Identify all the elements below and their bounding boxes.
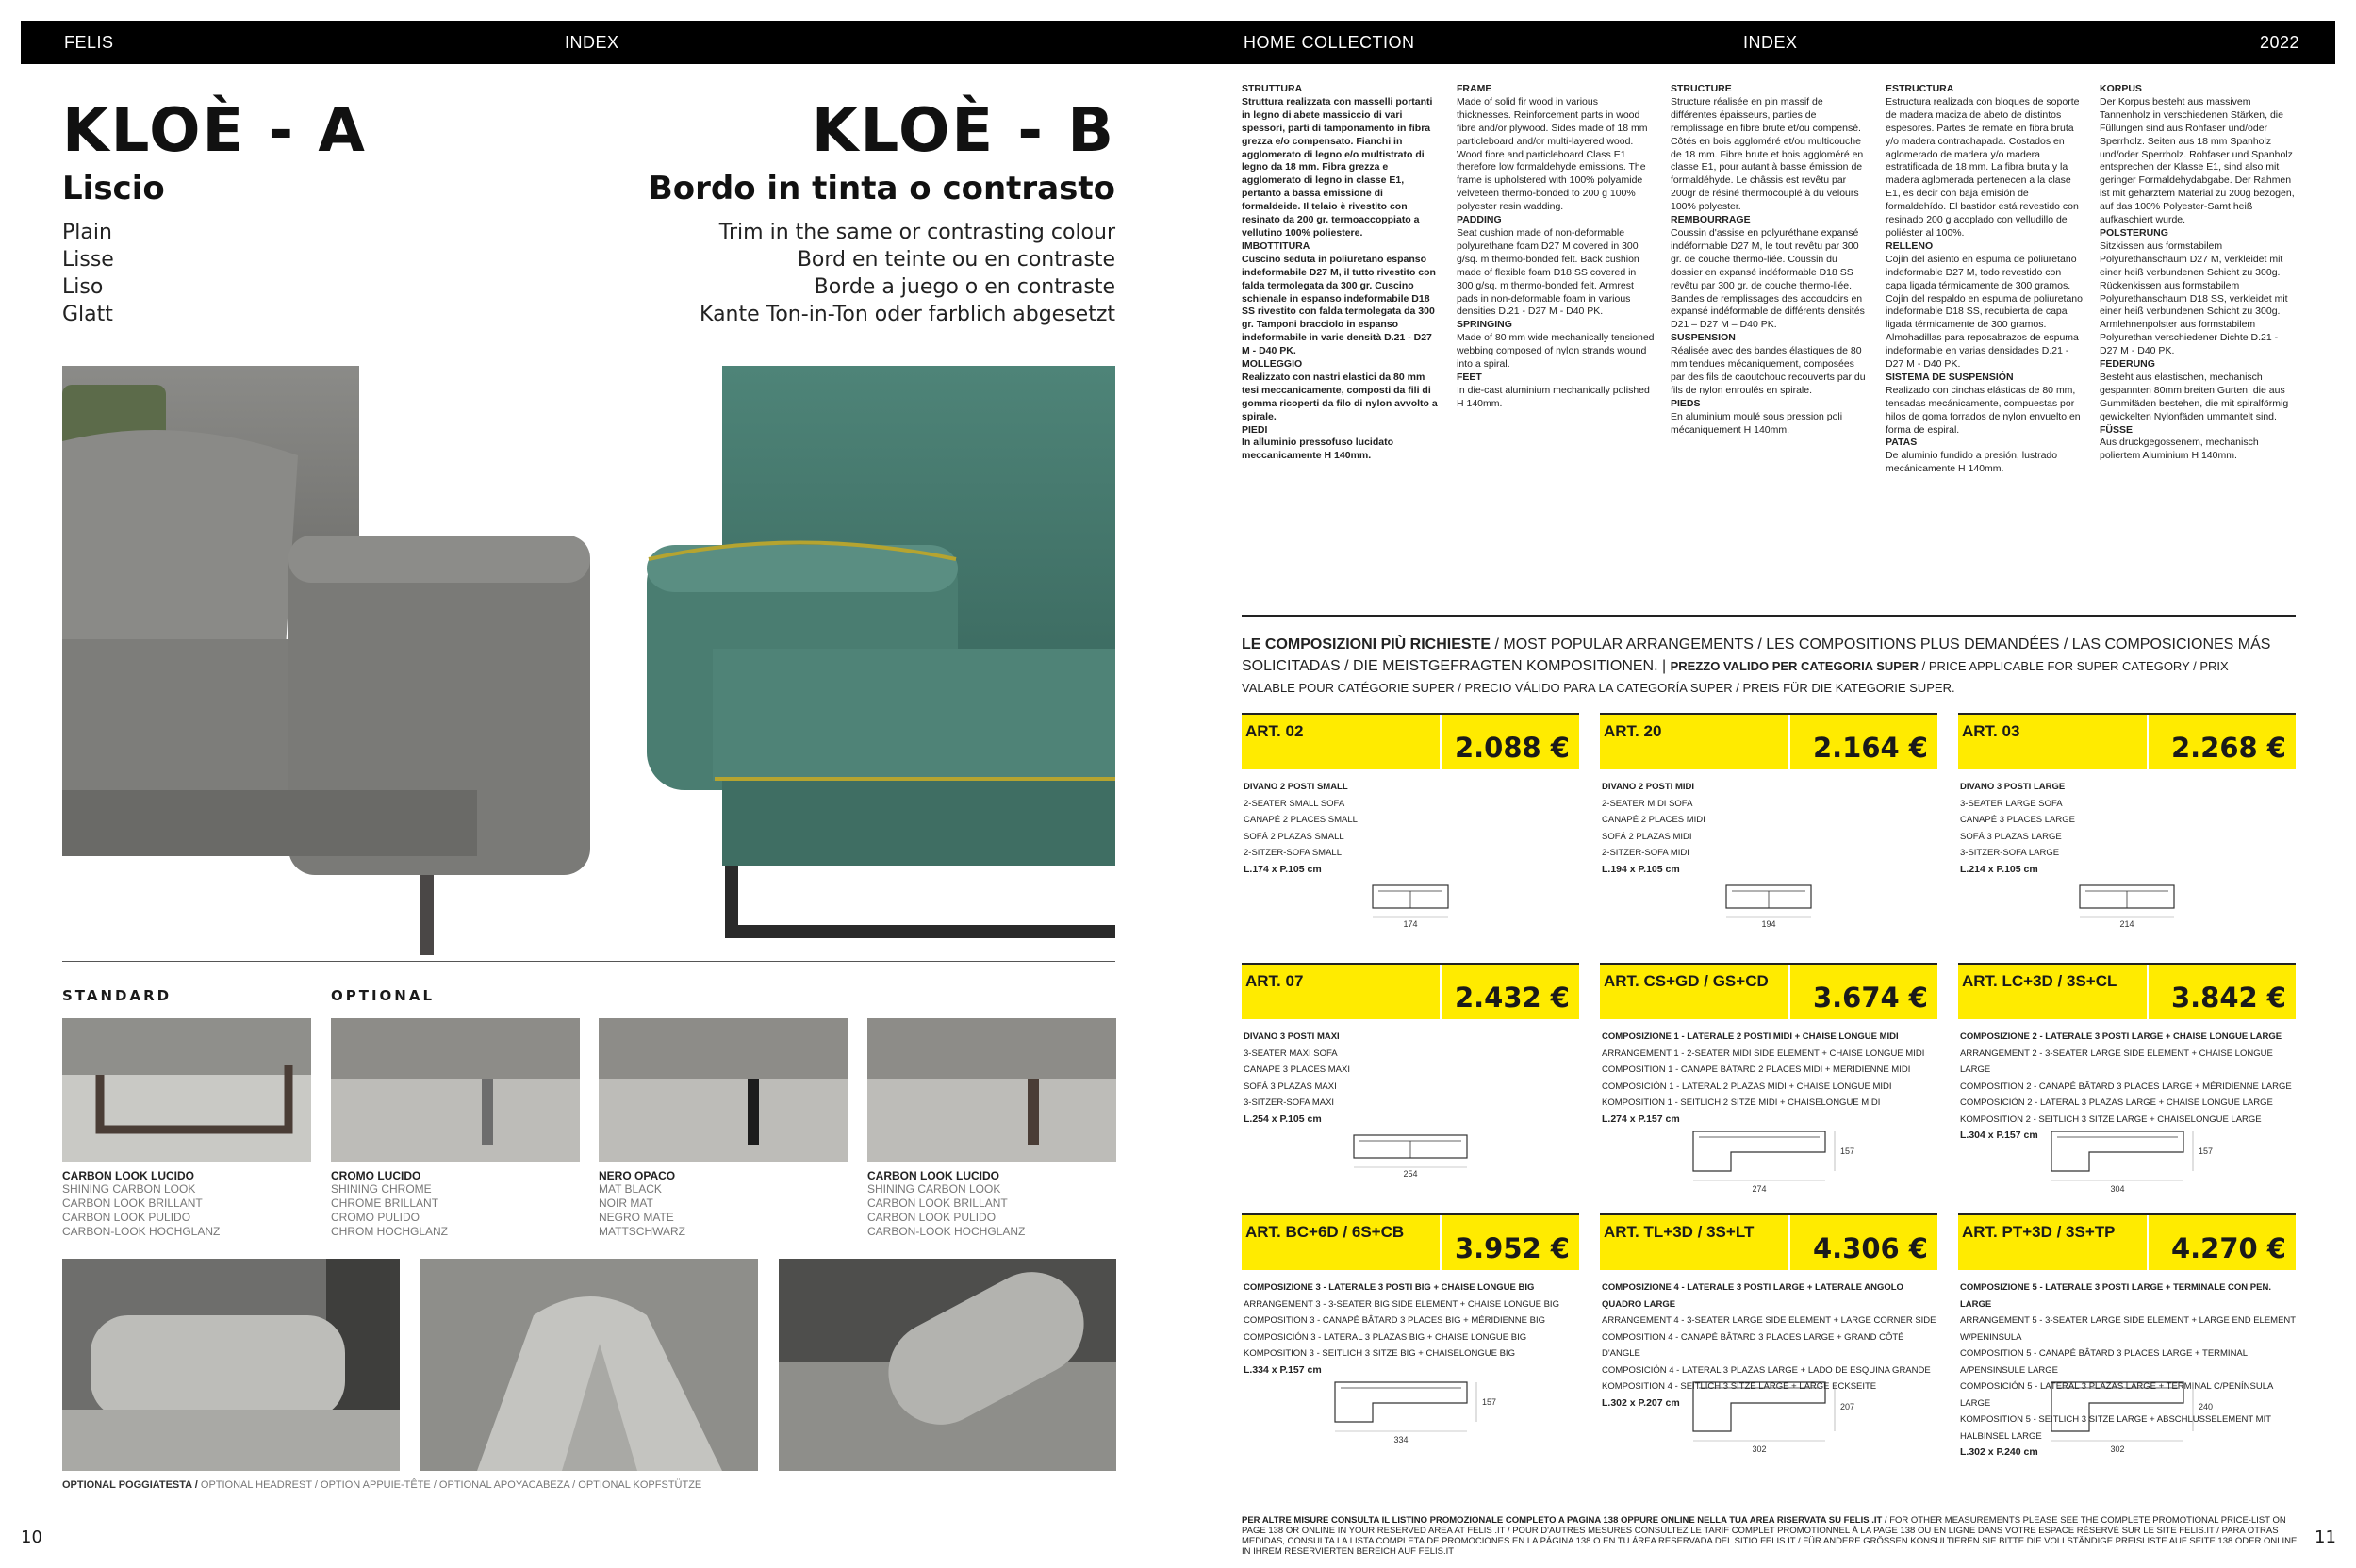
footer-bold: PER ALTRE MISURE CONSULTA IL LISTINO PROMOZIONALE COMPLETO A PAGINA 138 OPPURE ONLINE NELLA TUA AREA RISERVATA SU FELIS .IT bbox=[1242, 1515, 1883, 1526]
product-card bbox=[1242, 1213, 1579, 1449]
plan-width-label: 174 bbox=[1403, 919, 1418, 929]
product-description bbox=[1244, 779, 1581, 878]
product-title: COMPOSIZIONE 4 - LATERALE 3 POSTI LARGE + LATERALE ANGOLO QUADRO LARGE bbox=[1602, 1282, 1903, 1310]
price-value: 2.268 € bbox=[2170, 732, 2286, 764]
product-dimensions: L.274 x P.157 cm bbox=[1602, 1113, 1680, 1125]
plan-width-label: 214 bbox=[2119, 919, 2134, 929]
price-box bbox=[1600, 715, 1937, 769]
heading-rule bbox=[1242, 615, 2296, 617]
section-divider bbox=[62, 961, 1115, 962]
product-translation: 3-SITZER-SOFA LARGE bbox=[1960, 848, 2060, 858]
product-plan-drawing bbox=[1600, 1378, 1937, 1454]
kloe-b-translations bbox=[700, 219, 1115, 328]
product-translation: KOMPOSITION 5 - SEITLICH 3 SITZE LARGE + ABSCHLUSSELEMENT MIT HALBINSEL LARGE bbox=[1960, 1414, 2271, 1442]
index-left-label: INDEX bbox=[565, 33, 619, 52]
product-plan-drawing bbox=[1958, 1378, 2296, 1454]
price-value: 3.674 € bbox=[1812, 982, 1928, 1014]
product-dimensions: L.254 x P.105 cm bbox=[1244, 1113, 1322, 1125]
finish-caption bbox=[867, 1169, 1025, 1239]
headrest-caption-rest: OPTIONAL HEADREST / OPTION APPUIE-TÊTE / OPTIONAL APOYACABEZA / OPTIONAL KOPFSTÜTZE bbox=[197, 1479, 702, 1491]
tech-text: Made of 80 mm wide mechanically tensioned webbing composed of nylon strands wound into a spiral. bbox=[1457, 332, 1655, 371]
plan-width-label: 194 bbox=[1761, 919, 1776, 929]
lang-line: Bord en teinte ou en contraste bbox=[797, 248, 1115, 272]
price-box-divider bbox=[1788, 715, 1790, 769]
product-translation: 3-SITZER-SOFA MAXI bbox=[1244, 1098, 1335, 1108]
finish-line: CARBON-LOOK HOCHGLANZ bbox=[867, 1225, 1026, 1238]
product-card bbox=[1958, 1213, 2296, 1458]
product-translation: ARRANGEMENT 3 - 3-SEATER BIG SIDE ELEMENT + CHAISE LONGUE BIG bbox=[1244, 1298, 1559, 1310]
product-card bbox=[1958, 713, 2296, 949]
headrest-photo-2 bbox=[420, 1259, 758, 1471]
product-card bbox=[1242, 713, 1579, 949]
price-box bbox=[1958, 965, 2296, 1019]
finish-line: CHROM HOCHGLANZ bbox=[331, 1225, 449, 1238]
lang-line: Borde a juego o en contraste bbox=[814, 275, 1115, 299]
headrest-photo-1 bbox=[62, 1259, 400, 1471]
tech-text: Made of solid fir wood in various thicknesses. Reinforcement parts in wood fibre and/or plywood. Sides made of 18 mm particleboard and/or multi-layered wood. Wood fibre and particleboard Class E1 therefore low formaldehyde emissions. The frame is upholstered with 100% polyamide velveteen thermo-bonded to 200 g 100% polyester resin wadding. bbox=[1457, 95, 1648, 213]
tech-heading: FRAME bbox=[1457, 83, 1492, 94]
article-code: ART. BC+6D / 6S+CB bbox=[1245, 1223, 1405, 1241]
plan-width-label: 254 bbox=[1403, 1169, 1418, 1179]
tech-heading: KORPUS bbox=[2100, 83, 2142, 94]
finish-line: CROMO PULIDO bbox=[331, 1211, 420, 1224]
brand-label: FELIS bbox=[64, 33, 114, 52]
headrest-photo-3 bbox=[779, 1259, 1116, 1471]
tech-text: Aus druckgegossenem, mechanisch poliertem Aluminium H 140mm. bbox=[2100, 437, 2259, 462]
product-translation: 2-SITZER-SOFA MIDI bbox=[1602, 848, 1689, 858]
optional-label: OPTIONAL bbox=[331, 987, 436, 1004]
product-translation: COMPOSICIÓN 3 - LATERAL 3 PLAZAS BIG + CHAISE LONGUE BIG bbox=[1244, 1331, 1527, 1343]
product-description bbox=[1960, 779, 2298, 878]
product-translation: SOFÁ 2 PLAZAS SMALL bbox=[1244, 831, 1344, 842]
product-dimensions: L.302 x P.240 cm bbox=[1960, 1446, 2038, 1458]
product-translation: KOMPOSITION 2 - SEITLICH 3 SITZE LARGE + CHAISELONGUE LARGE bbox=[1960, 1114, 2262, 1125]
plan-depth-label: 240 bbox=[2199, 1402, 2214, 1411]
product-translation: COMPOSICIÓN 2 - LATERAL 3 PLAZAS LARGE + CHAISE LONGUE LARGE bbox=[1960, 1098, 2273, 1108]
price-box-divider bbox=[1788, 1215, 1790, 1270]
tech-heading: SISTEMA DE SUSPENSIÓN bbox=[1886, 371, 2014, 383]
finish-caption bbox=[62, 1169, 220, 1239]
product-translation: COMPOSICIÓN 4 - LATERAL 3 PLAZAS LARGE + LADO DE ESQUINA GRANDE bbox=[1602, 1364, 1931, 1376]
article-code: ART. CS+GD / GS+CD bbox=[1604, 972, 1769, 990]
tech-heading: REMBOURRAGE bbox=[1671, 214, 1751, 226]
product-translation: COMPOSITION 1 - CANAPÉ BÂTARD 2 PLACES MIDI + MÉRIDIENNE MIDI bbox=[1602, 1065, 1911, 1075]
hero-sofa-photo bbox=[62, 366, 1115, 960]
plan-width-label: 304 bbox=[2110, 1184, 2125, 1194]
tech-text: Struttura realizzata con masselli portanti in legno di abete massiccio di vari spessori, parti di tamponamento in fibra grezza e/o compensato. Fianchi in agglomerato di legno e/o multistrato di legno da 18 mm. Fibra grezza e agglomerato di legno in classe E1, pertanto a bassa emissione di formaldeide. Il telaio è rivestito con resinato da 200 gr. termoaccoppiato a vellutino 100% poliestere. bbox=[1242, 95, 1433, 239]
tech-text: Besteht aus elastischen, mechanisch gespannten 80mm breiten Gurten, die aus Gummifäden bestehen, die mit spiralförmig gewickelten Nylonfäden ummantelt sind. bbox=[2100, 371, 2289, 422]
year-label: 2022 bbox=[2260, 33, 2300, 52]
article-code: ART. 07 bbox=[1245, 972, 1304, 990]
price-box bbox=[1242, 965, 1579, 1019]
product-translation: KOMPOSITION 1 - SEITLICH 2 SITZE MIDI + CHAISELONGUE MIDI bbox=[1602, 1098, 1881, 1108]
tech-text: Réalisée avec des bandes élastiques de 80 mm tendues mécaniquement, composées par des fils de caoutchouc recouverts par du fils de nylon enroulés en spirale. bbox=[1671, 345, 1866, 396]
price-value: 2.164 € bbox=[1812, 732, 1928, 764]
finish-line: CARBON LOOK BRILLANT bbox=[62, 1197, 203, 1210]
finish-line: CARBON LOOK PULIDO bbox=[867, 1211, 997, 1224]
finish-title: CARBON LOOK LUCIDO bbox=[867, 1169, 999, 1182]
heading-text: / PRICE APPLICABLE FOR SUPER CATEGORY / PRIX bbox=[1918, 659, 2229, 673]
product-translation: ARRANGEMENT 1 - 2-SEATER MIDI SIDE ELEMENT + CHAISE LONGUE MIDI bbox=[1602, 1048, 1925, 1059]
finish-line: SHINING CARBON LOOK bbox=[867, 1182, 1001, 1196]
kloe-a-subtitle: Liscio bbox=[62, 170, 165, 207]
tech-text: Seat cushion made of non-deformable polyurethane foam D27 M covered in 300 g/sq. m thermo-bonded felt. Back cushion made of flexible foam D18 SS covered in 300 g/sq. m thermo-bonded felt. Armrest pads in non-deformable foam in various densities D.21 - D27 M - D40 PK. bbox=[1457, 226, 1639, 318]
product-card bbox=[1242, 963, 1579, 1198]
price-value: 3.952 € bbox=[1454, 1232, 1570, 1264]
product-translation: SOFÁ 3 PLAZAS LARGE bbox=[1960, 831, 2062, 842]
article-code: ART. 03 bbox=[1962, 722, 2020, 740]
tech-text: Der Korpus besteht aus massivem Tannenholz in verschiedenen Stärken, die Füllungen sind aus Rohfaser und/oder Sperrholz. Seiten aus 18 mm Spanholz und/oder Sperrholz. Rohfaser und Spanholz entsprechen der Klasse E1, sind also mit geringer Formaldehydabgabe. Der Rahmen ist mit geharztem Material zu 200g bezogen, auf das 100% Polyester-Samt heiß aufkaschiert wurde. bbox=[2100, 95, 2295, 226]
price-box-divider bbox=[1440, 965, 1442, 1019]
price-box bbox=[1958, 1215, 2296, 1270]
finish-line: CARBON LOOK BRILLANT bbox=[867, 1197, 1008, 1210]
product-title: COMPOSIZIONE 5 - LATERALE 3 POSTI LARGE + TERMINALE CON PEN. LARGE bbox=[1960, 1282, 2271, 1310]
tech-text: Sitzkissen aus formstabilem Polyurethanschaum D27 M, verkleidet mit einer heiß verbundenen Schicht zu 300g. Rückenkissen aus formstabilem Polyurethanschaum D18 SS, verkleidet mit einer heiß verbundenen Schicht zu 300g. Armlehnenpolster aus formstabilem Polyurethan verschiedener Dichte D.21 - D27 M - D40 PK. bbox=[2100, 239, 2288, 357]
index-right-label: INDEX bbox=[1743, 33, 1798, 52]
heading-bold: LE COMPOSIZIONI PIÙ RICHIESTE bbox=[1242, 636, 1491, 652]
lang-line: Trim in the same or contrasting colour bbox=[718, 221, 1115, 244]
price-box bbox=[1242, 1215, 1579, 1270]
standard-label: STANDARD bbox=[62, 987, 173, 1004]
plan-depth-label: 157 bbox=[2199, 1147, 2214, 1156]
plan-width-label: 334 bbox=[1393, 1435, 1409, 1444]
tech-text: Coussin d'assise en polyuréthane expansé indéformable D27 M, le tout revêtu par 300 gr. de couche thermo-liée. Coussin du dossier en expansé indéformable D18 SS revêtu par 300 gr. de couche thermo-liée. Bandes de remplissages des accoudoirs en expansé indéformable de différents densités D21 – D27 M – D40 PK. bbox=[1671, 226, 1865, 331]
product-description bbox=[1244, 1279, 1581, 1378]
product-translation: 3-SEATER MAXI SOFA bbox=[1244, 1048, 1338, 1059]
product-plan-drawing bbox=[1958, 1128, 2296, 1203]
product-plan-drawing bbox=[1600, 1128, 1937, 1203]
tech-heading: STRUTTURA bbox=[1242, 83, 1303, 94]
tech-text: In die-cast aluminium mechanically polished H 140mm. bbox=[1457, 384, 1650, 409]
product-dimensions: L.334 x P.157 cm bbox=[1244, 1363, 1322, 1376]
tech-text: En aluminium moulé sous pression poli mécaniquement H 140mm. bbox=[1671, 410, 1843, 436]
price-value: 2.088 € bbox=[1454, 732, 1570, 764]
kloe-b-title: KLOÈ - B bbox=[811, 96, 1115, 166]
finish-line: NEGRO MATE bbox=[599, 1211, 674, 1224]
finish-title: CARBON LOOK LUCIDO bbox=[62, 1169, 194, 1182]
finish-caption bbox=[331, 1169, 448, 1239]
finish-photo-chrome bbox=[331, 1018, 580, 1162]
price-box bbox=[1600, 965, 1937, 1019]
product-description bbox=[1602, 1029, 1939, 1128]
tech-heading: FEDERUNG bbox=[2100, 358, 2155, 371]
price-box bbox=[1958, 715, 2296, 769]
product-description bbox=[1244, 1029, 1581, 1128]
product-translation: 2-SEATER SMALL SOFA bbox=[1244, 798, 1345, 809]
finish-line: MATTSCHWARZ bbox=[599, 1225, 685, 1238]
article-code: ART. TL+3D / 3S+LT bbox=[1604, 1223, 1755, 1241]
product-translation: ARRANGEMENT 5 - 3-SEATER LARGE SIDE ELEMENT + LARGE END ELEMENT W/PENINSULA bbox=[1960, 1315, 2296, 1343]
product-translation: COMPOSITION 5 - CANAPÉ BÂTARD 3 PLACES LARGE + TERMINAL A/PENSINSULE LARGE bbox=[1960, 1348, 2248, 1376]
tech-heading: SPRINGING bbox=[1457, 319, 1512, 331]
price-box bbox=[1600, 1215, 1937, 1270]
product-translation: COMPOSITION 4 - CANAPÉ BÂTARD 3 PLACES LARGE + GRAND CÔTÉ D'ANGLE bbox=[1602, 1331, 1904, 1359]
product-dimensions: L.214 x P.105 cm bbox=[1960, 863, 2038, 875]
price-box-divider bbox=[1440, 1215, 1442, 1270]
finish-photo-carbon-optional bbox=[867, 1018, 1116, 1162]
tech-column-en bbox=[1457, 83, 1655, 411]
finish-title: CROMO LUCIDO bbox=[331, 1169, 421, 1182]
finish-line: MAT BLACK bbox=[599, 1182, 662, 1196]
finish-line: CARBON LOOK PULIDO bbox=[62, 1211, 191, 1224]
tech-text: De aluminio fundido a presión, lustrado mecánicamente H 140mm. bbox=[1886, 450, 2058, 475]
product-translation: CANAPÉ 3 PLACES LARGE bbox=[1960, 815, 2075, 825]
tech-text: In alluminio pressofuso lucidato meccanicamente H 140mm. bbox=[1242, 437, 1394, 462]
product-translation: ARRANGEMENT 2 - 3-SEATER LARGE SIDE ELEMENT + CHAISE LONGUE LARGE bbox=[1960, 1048, 2273, 1075]
article-code: ART. PT+3D / 3S+TP bbox=[1962, 1223, 2116, 1241]
product-translation: 2-SEATER MIDI SOFA bbox=[1602, 798, 1693, 809]
product-translation: CANAPÉ 2 PLACES SMALL bbox=[1244, 815, 1358, 825]
tech-heading: PIEDS bbox=[1671, 397, 1701, 409]
product-dimensions: L.194 x P.105 cm bbox=[1602, 863, 1680, 875]
product-translation: CANAPÉ 2 PLACES MIDI bbox=[1602, 815, 1705, 825]
collection-label: HOME COLLECTION bbox=[1244, 33, 1415, 52]
product-title: DIVANO 3 POSTI LARGE bbox=[1960, 782, 2066, 792]
product-translation: COMPOSICIÓN 1 - LATERAL 2 PLAZAS MIDI + CHAISE LONGUE MIDI bbox=[1602, 1081, 1892, 1092]
tech-text: Cojín del asiento en espuma de poliuretano indeformable D27 M, todo revestido con capa ligada térmicamente de 300 gramos. Cojín del respaldo en espuma de poliuretano indeformable D18 SS, recubierta de capa ligada térmicamente de 300 gramos. Almohadillas para reposabrazos de espuma indeformable en varias densidades D.21 - D27 M - D40 PK. bbox=[1886, 253, 2083, 371]
tech-column-de bbox=[2100, 83, 2298, 463]
product-translation: 2-SITZER-SOFA SMALL bbox=[1244, 848, 1342, 858]
tech-column-it bbox=[1242, 83, 1440, 463]
product-translation: COMPOSITION 3 - CANAPÉ BÂTARD 3 PLACES BIG + MÉRIDIENNE BIG bbox=[1244, 1315, 1545, 1326]
tech-heading: PADDING bbox=[1457, 214, 1502, 226]
product-card bbox=[1600, 713, 1937, 949]
finish-title: NERO OPACO bbox=[599, 1169, 676, 1182]
lang-line: Glatt bbox=[62, 303, 113, 326]
product-plan-drawing bbox=[1958, 878, 2296, 953]
product-card bbox=[1600, 963, 1937, 1198]
headrest-caption bbox=[62, 1479, 701, 1491]
product-translation: COMPOSICIÓN 5 - LATERAL 3 PLAZAS LARGE + TERMINAL C/PENÍNSULA LARGE bbox=[1960, 1381, 2273, 1409]
product-dimensions: L.304 x P.157 cm bbox=[1960, 1130, 2038, 1141]
finish-line: CHROME BRILLANT bbox=[331, 1197, 439, 1210]
price-value: 3.842 € bbox=[2170, 982, 2286, 1014]
plan-width-label: 274 bbox=[1752, 1184, 1767, 1194]
product-title: COMPOSIZIONE 3 - LATERALE 3 POSTI BIG + CHAISE LONGUE BIG bbox=[1244, 1282, 1535, 1293]
product-plan-drawing bbox=[1242, 878, 1579, 953]
product-title: DIVANO 3 POSTI MAXI bbox=[1244, 1032, 1340, 1042]
product-plan-drawing bbox=[1600, 878, 1937, 953]
tech-text: Cuscino seduta in poliuretano espanso indeformabile D27 M, il tutto rivestito con falda termolegata da 300 gr. Cuscino schienale in espanso indeformabile D18 SS rivestito con falda termolegata da 300 gr. Tamponi bracciolo in espanso indeformabile in varie densità D.21 - D27 M - D40 PK. bbox=[1242, 253, 1436, 357]
plan-depth-label: 157 bbox=[1482, 1397, 1497, 1407]
price-value: 4.270 € bbox=[2170, 1232, 2286, 1264]
lang-line: Kante Ton-in-Ton oder farblich abgesetzt bbox=[700, 303, 1115, 326]
plan-width-label: 302 bbox=[2110, 1444, 2125, 1454]
product-translation: ARRANGEMENT 4 - 3-SEATER LARGE SIDE ELEMENT + LARGE CORNER SIDE bbox=[1602, 1315, 1936, 1326]
finish-line: SHINING CHROME bbox=[331, 1182, 432, 1196]
price-value: 4.306 € bbox=[1812, 1232, 1928, 1264]
page-number-left: 10 bbox=[21, 1527, 42, 1547]
price-box-divider bbox=[2147, 715, 2149, 769]
product-title: DIVANO 2 POSTI SMALL bbox=[1244, 782, 1348, 792]
tech-heading: ESTRUCTURA bbox=[1886, 83, 1954, 94]
product-title: COMPOSIZIONE 1 - LATERALE 2 POSTI MIDI + CHAISE LONGUE MIDI bbox=[1602, 1032, 1899, 1042]
product-translation: COMPOSITION 2 - CANAPÉ BÂTARD 3 PLACES LARGE + MÉRIDIENNE LARGE bbox=[1960, 1081, 2292, 1092]
product-card bbox=[1600, 1213, 1937, 1454]
compositions-heading bbox=[1242, 634, 2307, 699]
price-box-divider bbox=[2147, 1215, 2149, 1270]
product-plan-drawing bbox=[1242, 1378, 1579, 1454]
heading-text: / MOST POPULAR ARRANGEMENTS / LES COMPOSITIONS PLUS DEMANDÉES / LAS COMPOSICIONES MÁS bbox=[1491, 636, 2271, 652]
tech-heading: FEET bbox=[1457, 371, 1482, 383]
tech-heading: FÜSSE bbox=[2100, 423, 2134, 436]
price-box-divider bbox=[1440, 715, 1442, 769]
top-bar bbox=[21, 21, 2335, 64]
finish-line: SHINING CARBON LOOK bbox=[62, 1182, 196, 1196]
tech-heading: PIEDI bbox=[1242, 423, 1268, 436]
tech-text: Realizado con cinchas elásticas de 80 mm, tensadas mecánicamente, compuestas por hilos de goma forrados de nylon envuelto en forma de espiral. bbox=[1886, 384, 2081, 436]
product-description bbox=[1602, 779, 1939, 878]
kloe-a-translations bbox=[62, 219, 114, 328]
product-translation: KOMPOSITION 3 - SEITLICH 3 SITZE BIG + CHAISELONGUE BIG bbox=[1244, 1348, 1515, 1359]
heading-bold: PREZZO VALIDO PER CATEGORIA SUPER bbox=[1670, 659, 1919, 673]
finish-line: CARBON-LOOK HOCHGLANZ bbox=[62, 1225, 221, 1238]
tech-text: Estructura realizada con bloques de soporte de madera maciza de abeto de distintos espesores. Partes de remate en fibra bruta y/o madera contrachapada. Costados en aglomerado de madera y/o madera estratificada de 18 mm. La fibra bruta y la madera aglomerada pertenecen a la clase E1, es decir con baja emisión de formaldehído. El bastidor está revestido con resinado 200 g acoplado con velludillo de poliéster al 100%. bbox=[1886, 95, 2080, 239]
article-code: ART. 20 bbox=[1604, 722, 1662, 740]
plan-depth-label: 157 bbox=[1840, 1147, 1855, 1156]
product-translation: 3-SEATER LARGE SOFA bbox=[1960, 798, 2063, 809]
tech-column-fr bbox=[1671, 83, 1869, 437]
product-translation: KOMPOSITION 4 - SEITLICH 3 SITZE LARGE + LARGE ECKSEITE bbox=[1602, 1381, 1877, 1392]
product-dimensions: L.302 x P.207 cm bbox=[1602, 1396, 1680, 1409]
product-card bbox=[1958, 963, 2296, 1198]
headrest-caption-bold: OPTIONAL POGGIATESTA / bbox=[62, 1479, 198, 1491]
product-title: DIVANO 2 POSTI MIDI bbox=[1602, 782, 1695, 792]
product-dimensions: L.174 x P.105 cm bbox=[1244, 863, 1322, 875]
tech-heading: IMBOTTITURA bbox=[1242, 239, 1310, 252]
price-value: 2.432 € bbox=[1454, 982, 1570, 1014]
kloe-a-title: KLOÈ - A bbox=[62, 96, 367, 166]
product-plan-drawing bbox=[1242, 1128, 1579, 1203]
product-title: COMPOSIZIONE 2 - LATERALE 3 POSTI LARGE + CHAISE LONGUE LARGE bbox=[1960, 1032, 2282, 1042]
footer-text: / FOR OTHER MEASUREMENTS PLEASE SEE THE COMPLETE PROMOTIONAL PRICE-LIST ON PAGE 138 OR ONLINE IN YOUR RESERVED AREA AT FELIS .IT / POUR D'AUTRES MESURES CONSULTEZ LE TARIF COMPLET PROMOTIONNEL À LA PAGE 138 OU EN LIGNE DANS VOTRE ESPACE RÉSERVÉ SUR LE SITE FELIS.IT / PARA OTRAS MEDIDAS, CONSULTA LA LISTA COMPLETA DE PROMOCIONES EN LA PÁGINA 138 O EN TU ÁREA RESERVADA DEL SITIO FELIS.IT / FÜR ANDERE GRÖSSEN KONSULTIEREN SIE BITTE DIE VOLLSTÄNDIGE PREISLISTE AUF SEITE 138 ODER ONLINE IN IHREM RESERVIERTEN BEREICH AUF FELIS.IT bbox=[1242, 1515, 2298, 1557]
lang-line: Plain bbox=[62, 221, 112, 244]
finish-photo-carbon bbox=[62, 1018, 311, 1162]
footer-note bbox=[1242, 1515, 2298, 1557]
tech-heading: MOLLEGGIO bbox=[1242, 358, 1303, 371]
product-translation: SOFÁ 3 PLAZAS MAXI bbox=[1244, 1081, 1337, 1092]
finish-photo-black bbox=[599, 1018, 848, 1162]
plan-width-label: 302 bbox=[1752, 1444, 1767, 1454]
article-code: ART. 02 bbox=[1245, 722, 1304, 740]
kloe-b-subtitle: Bordo in tinta o contrasto bbox=[648, 170, 1115, 207]
lang-line: Lisse bbox=[62, 248, 114, 272]
page-number-right: 11 bbox=[2315, 1527, 2336, 1547]
finish-caption bbox=[599, 1169, 685, 1239]
heading-text: VALABLE POUR CATÉGORIE SUPER / PRECIO VÁLIDO PARA LA CATEGORÍA SUPER / PREIS FÜR DIE KATEGORIE SUPER. bbox=[1242, 681, 1955, 695]
tech-text: Structure réalisée en pin massif de différentes épaisseurs, parties de remplissage en fibre brute et/ou compensé. Côtés en bois aggloméré et/ou multicouche de 18 mm. Fibre brute et bois aggloméré en classe E1, pour autant à basse émission de formaldéhyde. Le châssis est revêtu par 200gr de résiné thermocouplé à du velours 100% polyester. bbox=[1671, 95, 1864, 213]
tech-column-es bbox=[1886, 83, 2084, 476]
lang-line: Liso bbox=[62, 275, 104, 299]
tech-text: Realizzato con nastri elastici da 80 mm tesi meccanicamente, composti da fili di gomma ricoperti da filo di nylon avvolto a spirale. bbox=[1242, 371, 1438, 422]
tech-heading: RELLENO bbox=[1886, 239, 1934, 252]
price-box bbox=[1242, 715, 1579, 769]
plan-depth-label: 207 bbox=[1840, 1402, 1855, 1411]
price-box-divider bbox=[2147, 965, 2149, 1019]
article-code: ART. LC+3D / 3S+CL bbox=[1962, 972, 2117, 990]
product-translation: SOFÁ 2 PLAZAS MIDI bbox=[1602, 831, 1692, 842]
tech-heading: STRUCTURE bbox=[1671, 83, 1732, 94]
product-translation: CANAPÉ 3 PLACES MAXI bbox=[1244, 1065, 1350, 1075]
heading-text: SOLICITADAS / DIE MEISTGEFRAGTEN KOMPOSITIONEN. | bbox=[1242, 658, 1671, 674]
tech-heading: PATAS bbox=[1886, 437, 1918, 449]
tech-heading: SUSPENSION bbox=[1671, 332, 1736, 344]
price-box-divider bbox=[1788, 965, 1790, 1019]
tech-heading: POLSTERUNG bbox=[2100, 226, 2168, 239]
finish-line: NOIR MAT bbox=[599, 1197, 653, 1210]
